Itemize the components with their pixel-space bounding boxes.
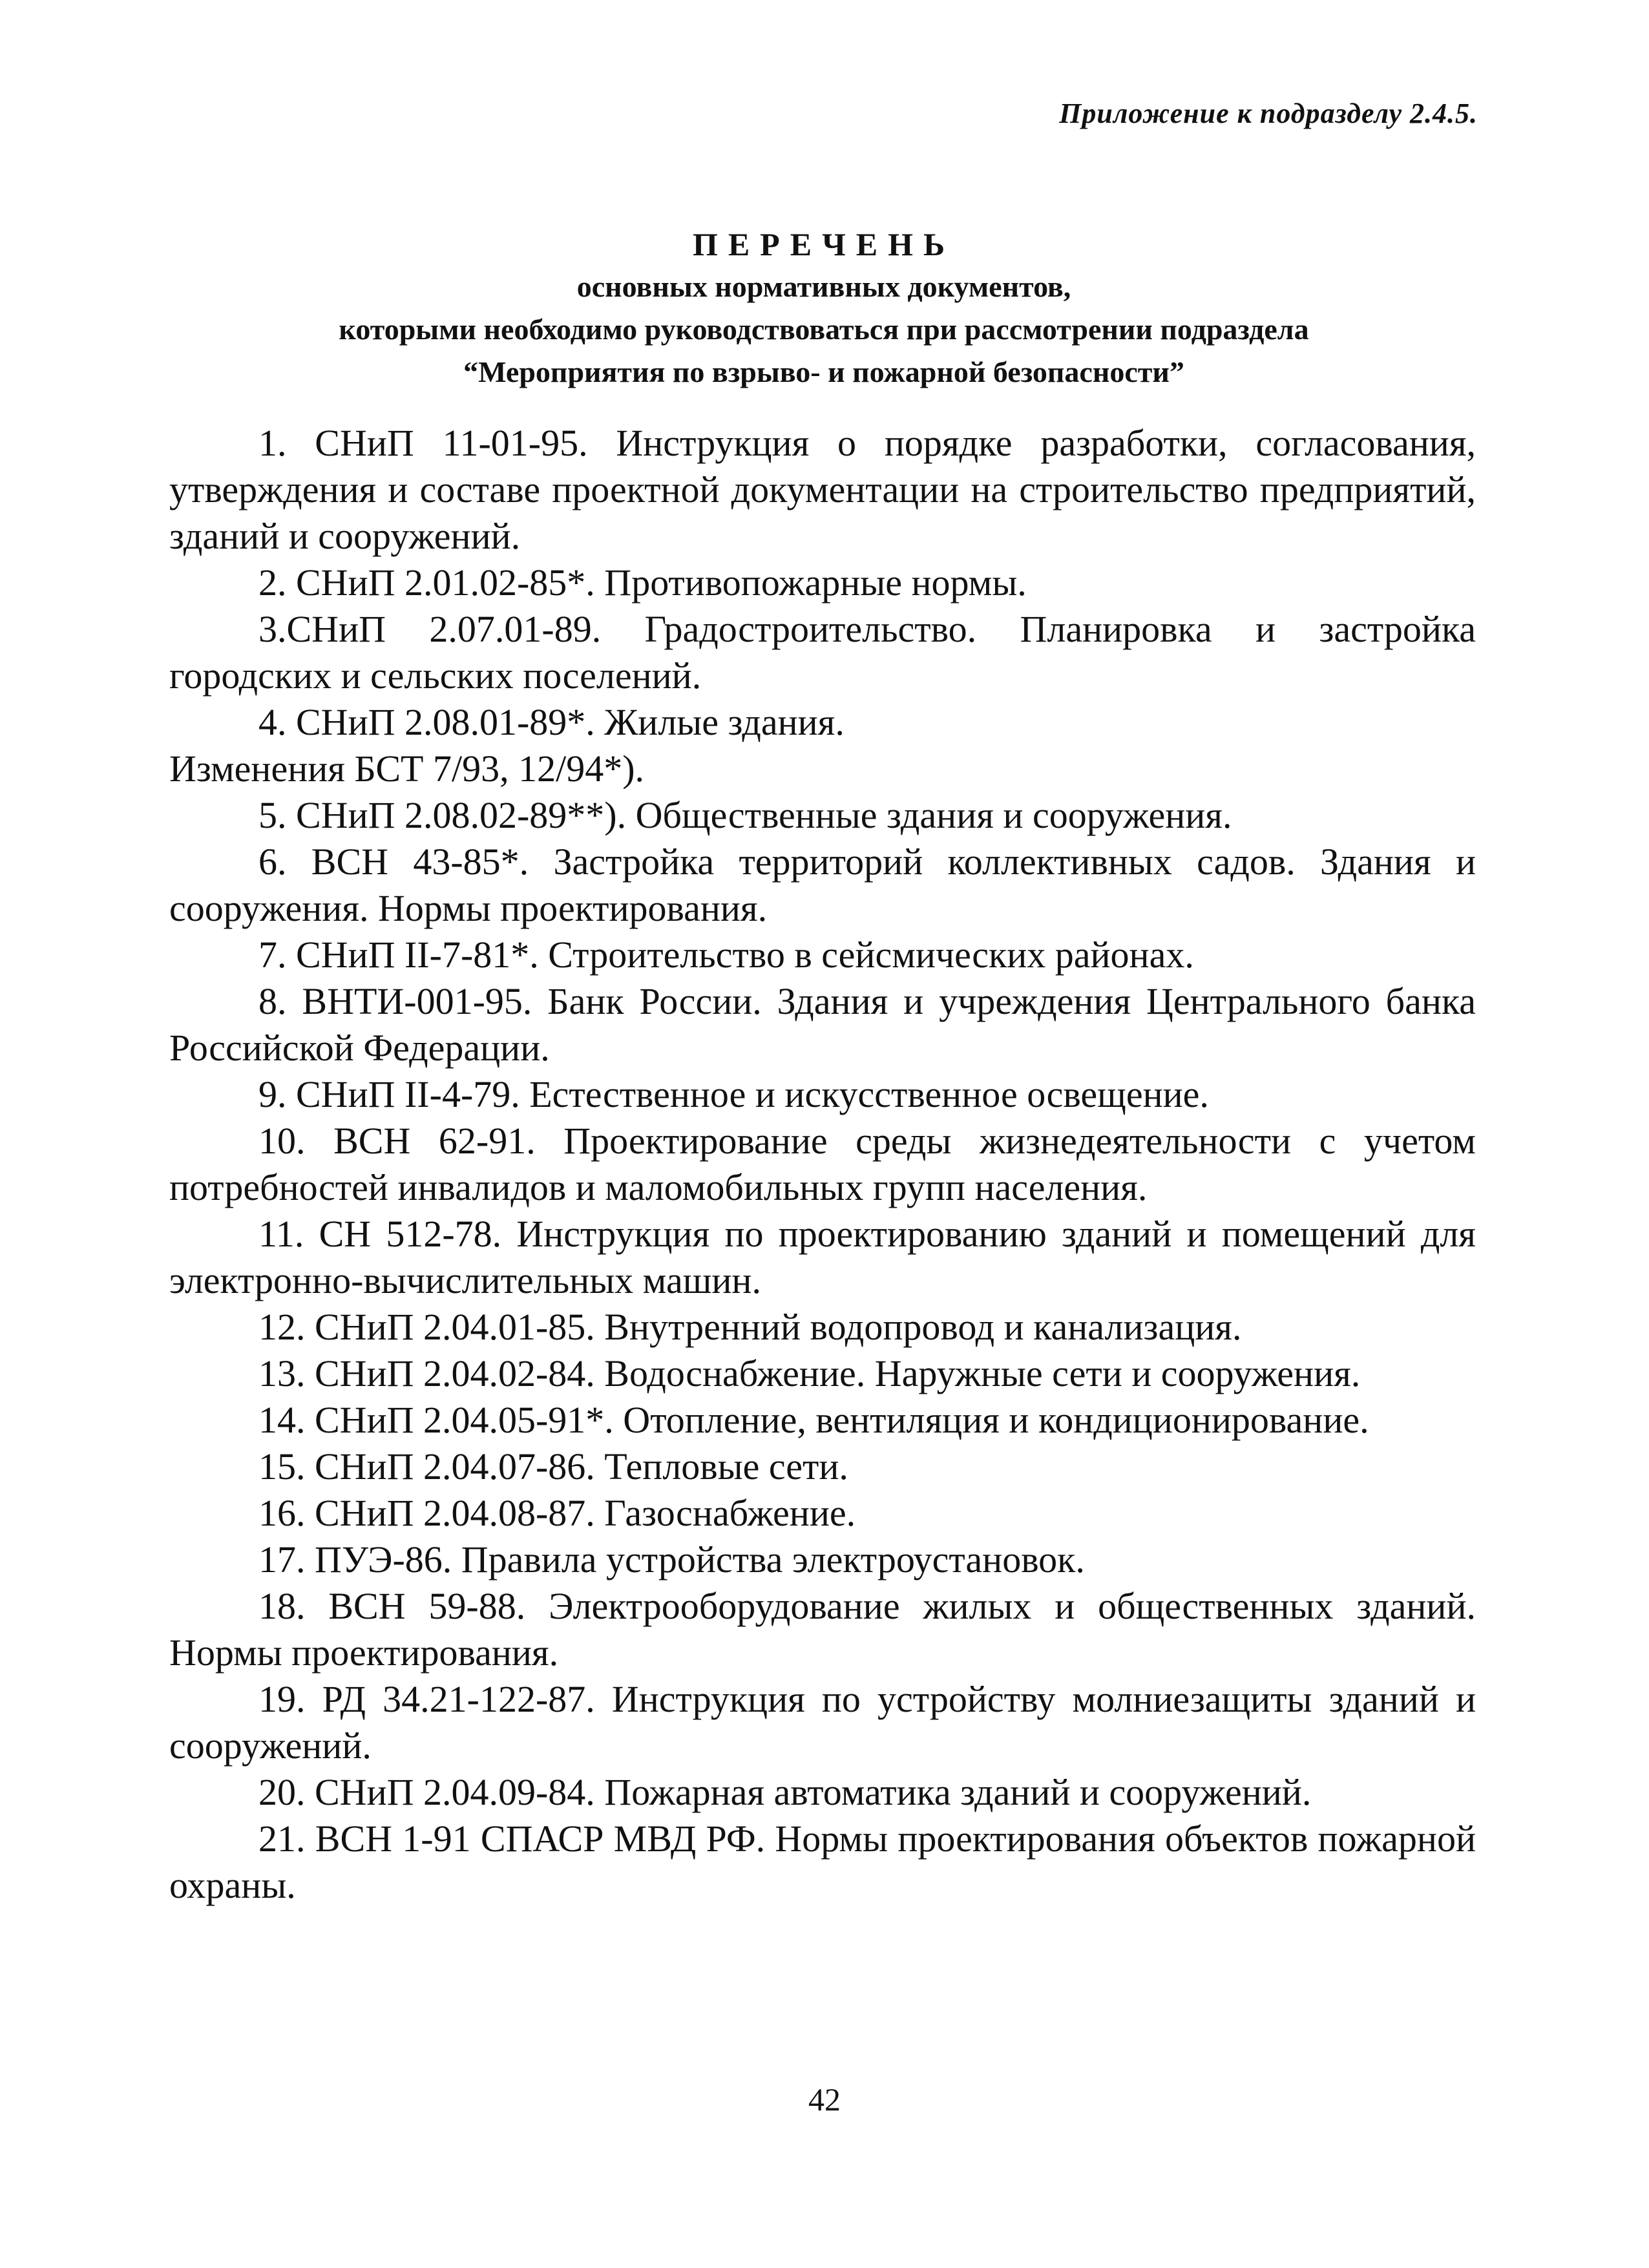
list-item: 3.СНиП 2.07.01-89. Градостроительство. Планировка и застройка городских и сельских поселений. — [169, 608, 1476, 697]
appendix-label: Приложение к подразделу 2.4.5. — [1059, 98, 1478, 129]
list-item: 17. ПУЭ-86. Правила устройства электроустановок. — [258, 1538, 1085, 1580]
list-item: 13. СНиП 2.04.02-84. Водоснабжение. Наружные сети и сооружения. — [258, 1352, 1361, 1394]
list-item: 9. СНиП II-4-79. Естественное и искусственное освещение. — [258, 1073, 1209, 1115]
list-item: 14. СНиП 2.04.05-91*. Отопление, вентиляция и кондиционирование. — [258, 1399, 1369, 1441]
list-item: 1. СНиП 11-01-95. Инструкция о порядке разработки, согласования, утверждения и составе проектной документации на строительство предприятий, зданий и сооружений. — [169, 422, 1476, 557]
list-item: 10. ВСН 62-91. Проектирование среды жизнедеятельности с учетом потребностей инвалидов и маломобильных групп населения. — [169, 1120, 1476, 1208]
list-item: 18. ВСН 59-88. Электрооборудование жилых и общественных зданий. Нормы проектирования. — [169, 1585, 1476, 1674]
document-title: ПЕРЕЧЕНЬ — [692, 226, 956, 262]
page-number: 42 — [808, 2081, 841, 2117]
list-item: 6. ВСН 43-85*. Застройка территорий коллективных садов. Здания и сооружения. Нормы проектирования. — [169, 841, 1476, 929]
list-item: 16. СНиП 2.04.08-87. Газоснабжение. — [258, 1492, 856, 1534]
list-item: 21. ВСН 1-91 СПАСР МВД РФ. Нормы проектирования объектов пожарной охраны. — [169, 1818, 1476, 1906]
document-list — [169, 420, 1476, 1909]
list-item-note: Изменения БСТ 7/93, 12/94*). — [169, 748, 645, 790]
document-heading — [168, 223, 1480, 394]
list-item: 19. РД 34.21-122-87. Инструкция по устройству молниезащиты зданий и сооружений. — [169, 1678, 1476, 1767]
list-item: 11. СН 512-78. Инструкция по проектированию зданий и помещений для электронно-вычислительных машин. — [169, 1213, 1476, 1301]
list-item: 15. СНиП 2.04.07-86. Тепловые сети. — [258, 1445, 848, 1487]
list-item: 4. СНиП 2.08.01-89*. Жилые здания. — [258, 701, 845, 743]
list-item: 2. СНиП 2.01.02-85*. Противопожарные нормы. — [258, 562, 1027, 604]
heading-line-3: “Мероприятия по взрыво- и пожарной безопасности” — [463, 355, 1184, 388]
list-item: 5. СНиП 2.08.02-89**). Общественные здания и сооружения. — [258, 794, 1232, 836]
list-item: 7. СНиП II-7-81*. Строительство в сейсмических районах. — [258, 934, 1194, 976]
heading-line-1: основных нормативных документов, — [576, 270, 1071, 303]
list-item: 8. ВНТИ-001-95. Банк России. Здания и учреждения Центрального банка Российской Федерации. — [169, 980, 1476, 1069]
list-item: 12. СНиП 2.04.01-85. Внутренний водопровод и канализация. — [258, 1306, 1242, 1348]
heading-line-2: которыми необходимо руководствоваться при рассмотрении подраздела — [339, 313, 1309, 346]
list-item: 20. СНиП 2.04.09-84. Пожарная автоматика зданий и сооружений. — [258, 1771, 1312, 1813]
